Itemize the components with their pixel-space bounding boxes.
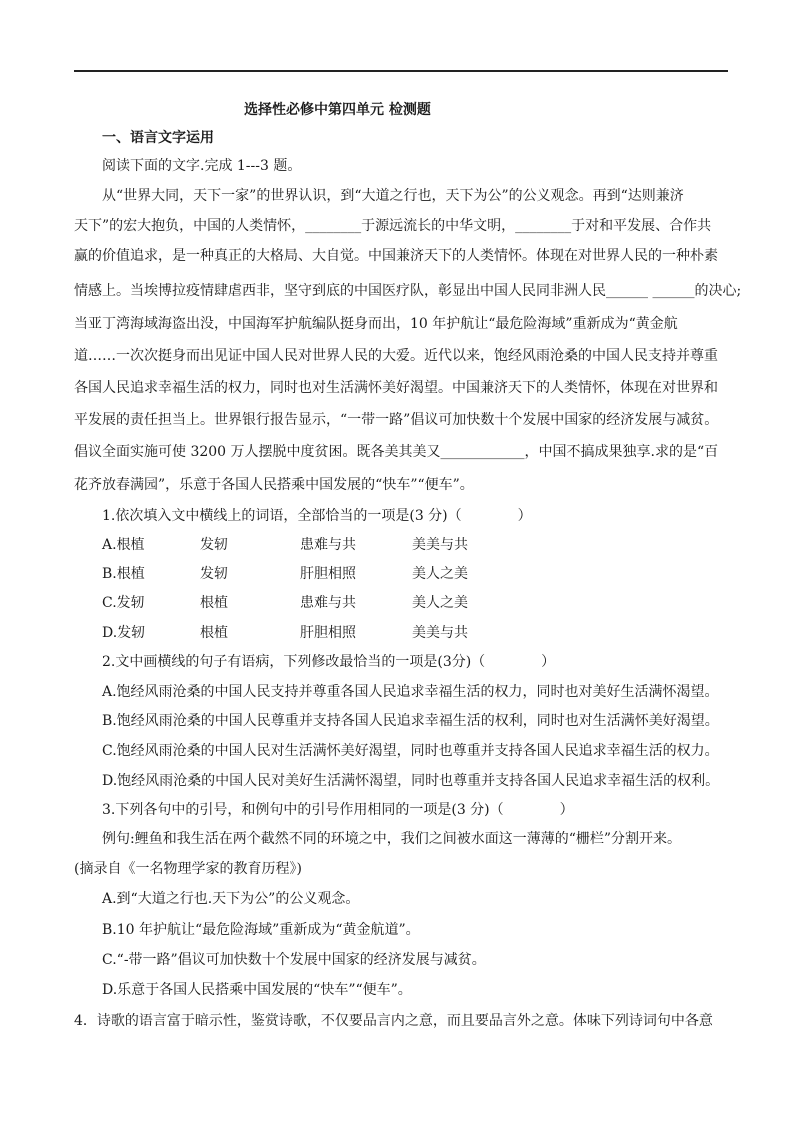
page-title: 选择性必修中第四单元 检测题 — [244, 102, 431, 118]
option-line: A.饱经风雨沧桑的中国人民支持并尊重各国人民追求幸福生活的权力，同时也对美好生活满怀渴望。 — [102, 684, 719, 700]
option-line: C.饱经风雨沧桑的中国人民对生活满怀美好渴望，同时也尊重并支持各国人民追求幸福生活的权力。 — [102, 743, 719, 759]
passage-line: 平发展的责任担当上。世界银行报告显示，“一带一路”倡议可加快数十个发展中国家的经济发展与减贫。 — [74, 412, 719, 428]
option-word: 肝胆相照 — [300, 625, 356, 641]
option-word: 发轫 — [200, 566, 228, 582]
reading-instruction: 阅读下面的文字.完成 1---3 题。 — [102, 158, 302, 174]
question-stem: 4．诗歌的语言富于暗示性，鉴赏诗歌，不仅要品言内之意，而且要品言外之意。体味下列诗词句中各意 — [74, 1013, 713, 1029]
passage-line: 赢的价值追求，是一种真正的大格局、大自觉。中国兼济天下的人类情怀。体现在对世界人民的一种朴素 — [74, 248, 718, 264]
option-line: C.“-带一路”倡议可加快数十个发展中国家的经济发展与减贫。 — [102, 952, 486, 968]
option-line: B.10 年护航让“最危险海域”重新成为“黄金航道”。 — [102, 922, 420, 938]
option-word: 患难与共 — [300, 595, 356, 611]
option-label: D.发轫 — [102, 625, 146, 641]
option-word: 美人之美 — [412, 595, 468, 611]
option-label: B.根植 — [102, 566, 145, 582]
option-word: 美美与共 — [412, 537, 468, 553]
option-label: A.根植 — [102, 537, 145, 553]
option-word: 根植 — [200, 595, 228, 611]
example-sentence: 例句:鲤鱼和我生活在两个截然不同的环境之中，我们之间被水面这一薄薄的“栅栏”分割开来。 — [102, 831, 682, 847]
passage-line: 倡议全面实施可使 3200 万人摆脱中度贫困。既各美其美又____________，中国不搞成果独享.求的是“百 — [74, 444, 719, 460]
passage-line: 花齐放春满园”，乐意于各国人民搭乘中国发展的“快车”“便车”。 — [74, 477, 474, 493]
option-word: 患难与共 — [300, 537, 356, 553]
question-stem: 3.下列各句中的引号，和例句中的引号作用相同的一项是(3 分)（ ） — [102, 802, 574, 818]
option-word: 美美与共 — [412, 625, 468, 641]
option-word: 发轫 — [200, 537, 228, 553]
passage-line: 当亚丁湾海域海盗出没，中国海军护航编队挺身而出，10 年护航让“最危险海域”重新成为“黄金航 — [74, 316, 678, 332]
option-label: C.发轫 — [102, 595, 145, 611]
passage-line: 天下”的宏大抱负，中国的人类情怀，________于源远流长的中华文明，________于对和平发展、合作共 — [74, 218, 712, 234]
option-word: 根植 — [200, 625, 228, 641]
question-stem: 1.依次填入文中横线上的词语，全部恰当的一项是(3 分)（ ） — [102, 508, 532, 524]
example-source: (摘录自《一名物理学家的教育历程》) — [74, 861, 302, 877]
question-stem: 2.文中画横线的句子有语病，下列修改最恰当的一项是(3分)（ ） — [102, 654, 556, 670]
passage-line: 从“世界大同，天下一家”的世界认识，到“大道之行也，天下为公”的公义观念。再到“达则兼济 — [102, 188, 684, 204]
option-word: 美人之美 — [412, 566, 468, 582]
option-line: D.饱经风雨沧桑的中国人民对美好生活满怀渴望，同时也尊重并支持各国人民追求幸福生活的权利。 — [102, 773, 720, 789]
option-word: 肝胆相照 — [300, 566, 356, 582]
option-line: A.到“大道之行也.天下为公”的公义观念。 — [102, 891, 360, 907]
option-line: D.乐意于各国人民搭乘中国发展的“快车”“便车”。 — [102, 982, 412, 998]
option-line: B.饱经风雨沧桑的中国人民尊重并支持各国人民追求幸福生活的权利，同时也对生活满怀美好渴望。 — [102, 713, 719, 729]
section-heading: 一、语言文字运用 — [102, 130, 214, 146]
passage-line: 各国人民追求幸福生活的权力，同时也对生活满怀美好渴望。中国兼济天下的人类情怀，体现在对世界和 — [74, 380, 718, 396]
header-rule — [74, 70, 728, 72]
passage-line: 道……一次次挺身而出见证中国人民对世界人民的大爱。近代以来，饱经风雨沧桑的中国人民支持并尊重 — [74, 348, 718, 364]
passage-line: 情感上。当埃博拉疫情肆虐西非，坚守到底的中国医疗队，彰显出中国人民同非洲人民______ ______的决心; — [74, 283, 742, 299]
